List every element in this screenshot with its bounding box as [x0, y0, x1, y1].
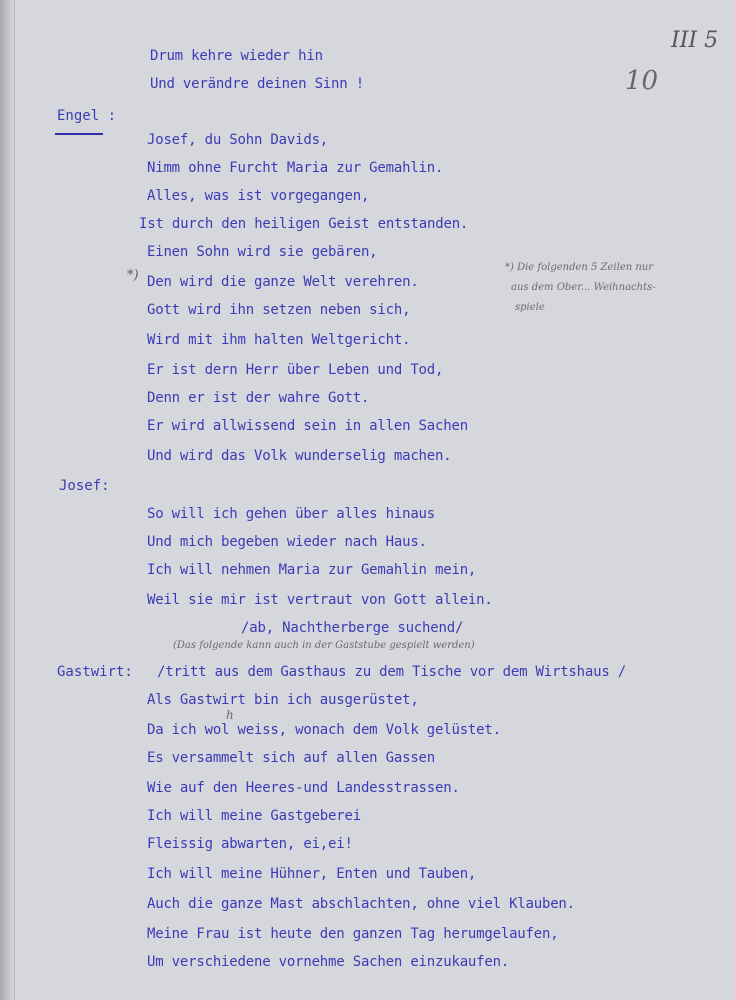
verse-line: Ich will meine Gastgeberei	[147, 808, 361, 824]
verse-line: Und wird das Volk wunderselig machen.	[147, 448, 452, 464]
asterisk-mark: *)	[127, 268, 139, 283]
verse-line: Als Gastwirt bin ich ausgerüstet,	[147, 692, 419, 708]
verse-line: Um verschiedene vornehme Sachen einzukaufen.	[147, 954, 510, 970]
verse-line: Da ich wol weiss, wonach dem Volk gelüstet.	[147, 722, 501, 738]
margin-note-line: spiele	[515, 302, 545, 313]
verse-line: Ich will nehmen Maria zur Gemahlin mein,	[147, 562, 477, 578]
verse-line: Wie auf den Heeres-und Landesstrassen.	[147, 780, 460, 796]
speaker-label-engel: Engel :	[57, 108, 117, 124]
verse-line: Josef, du Sohn Davids,	[147, 132, 329, 148]
verse-line: Und verändre deinen Sinn !	[150, 76, 364, 92]
verse-line: Drum kehre wieder hin	[150, 48, 323, 64]
verse-line: Er ist dern Herr über Leben und Tod,	[147, 362, 444, 378]
speaker-label-gastwirt: Gastwirt:	[57, 664, 133, 680]
handwritten-insertion: h	[226, 708, 234, 722]
verse-line: Einen Sohn wird sie gebären,	[147, 244, 378, 260]
verse-line: Er wird allwissend sein in allen Sachen	[147, 418, 468, 434]
stage-direction: /tritt aus dem Gasthaus zu dem Tische vor dem Wirtshaus /	[157, 664, 627, 680]
typescript-page	[15, 0, 735, 1000]
verse-line: Ich will meine Hühner, Enten und Tauben,	[147, 866, 477, 882]
page-number: 10	[625, 66, 659, 96]
speaker-underline	[55, 133, 103, 135]
verse-line: So will ich gehen über alles hinaus	[147, 506, 436, 522]
stage-direction: /ab, Nachtherberge suchend/	[241, 620, 464, 636]
verse-line: Fleissig abwarten, ei,ei!	[147, 836, 353, 852]
verse-line: Wird mit ihm halten Weltgericht.	[147, 332, 411, 348]
verse-line: Denn er ist der wahre Gott.	[147, 390, 370, 406]
handwritten-stage-note: (Das folgende kann auch in der Gaststube gespielt werden)	[173, 640, 475, 651]
verse-line: Es versammelt sich auf allen Gassen	[147, 750, 436, 766]
verse-line: Gott wird ihn setzen neben sich,	[147, 302, 411, 318]
verse-line: Meine Frau ist heute den ganzen Tag herumgelaufen,	[147, 926, 559, 942]
verse-line: Ist durch den heiligen Geist entstanden.	[139, 216, 469, 232]
binding-strip	[0, 0, 14, 1000]
margin-note-line: *) Die folgenden 5 Zeilen nur	[505, 262, 654, 273]
verse-line: Auch die ganze Mast abschlachten, ohne viel Klauben.	[147, 896, 575, 912]
verse-line: Nimm ohne Furcht Maria zur Gemahlin.	[147, 160, 444, 176]
verse-line: Weil sie mir ist vertraut von Gott allein.	[147, 592, 493, 608]
verse-line: Und mich begeben wieder nach Haus.	[147, 534, 427, 550]
speaker-label-josef: Josef:	[59, 478, 110, 494]
verse-line: Den wird die ganze Welt verehren.	[147, 274, 419, 290]
verse-line: Alles, was ist vorgegangen,	[147, 188, 370, 204]
margin-note-line: aus dem Ober... Weihnachts-	[511, 282, 656, 293]
page-reference: III 5	[671, 28, 719, 53]
